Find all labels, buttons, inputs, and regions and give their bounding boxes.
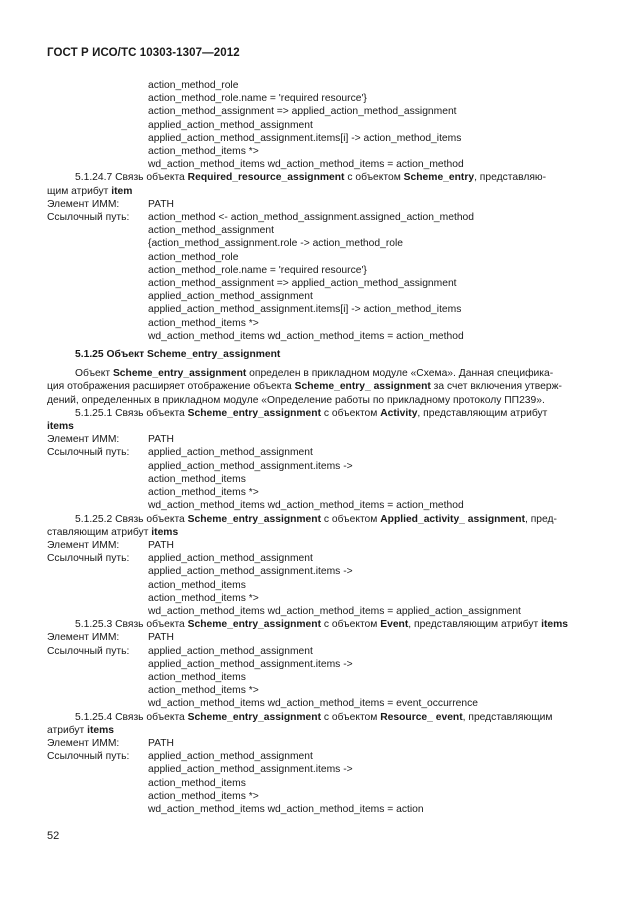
code-line: action_method_items *> (148, 685, 259, 697)
code-line: action_method_items (148, 777, 246, 789)
clause-heading: 5.1.25.3 Связь объекта Scheme_entry_assignment с объектом Event, представляющим атрибут items (75, 619, 568, 631)
clause-heading-cont: ставляющим атрибут items (47, 526, 179, 538)
section-paragraph (47, 367, 592, 407)
clause-heading-cont: атрибут items (47, 724, 114, 736)
clause-heading: 5.1.25.2 Связь объекта Scheme_entry_assignment с объектом Applied_activity_ assignment, пред- (75, 513, 557, 525)
code-line: action_method_items (148, 473, 246, 485)
code-line: applied_action_method_assignment (148, 119, 313, 131)
section-title: 5.1.25 Объект Scheme_entry_assignment (75, 349, 281, 361)
code-line: action_method_assignment (148, 225, 274, 237)
code-line: action_method_role (148, 80, 239, 91)
reference-path-row: Ссылочный путь: applied_action_method_assignment (47, 751, 313, 763)
reference-path-row: Ссылочный путь: applied_action_method_assignment (47, 553, 313, 565)
code-line: action_method_items (148, 579, 246, 591)
code-line: action_method_assignment => applied_action_method_assignment (148, 278, 457, 290)
page-content (47, 79, 592, 816)
code-line: action_method_items *> (148, 146, 259, 158)
clause-5-1-25-3 (47, 618, 592, 710)
code-line: applied_action_method_assignment.items -> (148, 460, 353, 472)
paragraph-line: ция отображения расширяет отображение объекта Scheme_entry_ assignment за счет включения утверж- (47, 381, 562, 393)
page-number: 52 (47, 830, 60, 842)
reference-path-row: Ссылочный путь: applied_action_method_assignment (47, 447, 313, 459)
code-line: applied_action_method_assignment.items -> (148, 658, 353, 670)
code-line: action_method_role.name = 'required resource'} (148, 264, 367, 276)
code-line: action_method_items *> (148, 592, 259, 604)
code-line: wd_action_method_items wd_action_method_items = action_method (148, 500, 464, 512)
code-block-continuation (47, 79, 592, 171)
clause-5-1-24-7 (47, 171, 592, 343)
code-line: action_method_role (148, 251, 239, 263)
code-line: action_method_items *> (148, 790, 259, 802)
aim-element-row: Элемент ИММ: PATH (47, 737, 174, 749)
clause-heading: 5.1.25.1 Связь объекта Scheme_entry_assignment с объектом Activity, представляющим атрибут (75, 407, 548, 419)
code-line: applied_action_method_assignment.items[i] -> action_method_items (148, 304, 462, 316)
aim-element-row: Элемент ИММ: PATH (47, 198, 174, 210)
code-line: applied_action_method_assignment.items -> (148, 566, 353, 578)
clause-heading-cont: items (47, 421, 74, 433)
reference-path-row: Ссылочный путь: applied_action_method_assignment (47, 645, 313, 657)
paragraph-line: Объект Scheme_entry_assignment определен в прикладном модуле «Схема». Данная специфика- (75, 368, 554, 380)
aim-element-row: Элемент ИММ: PATH (47, 539, 174, 551)
code-line: applied_action_method_assignment.items[i] -> action_method_items (148, 132, 462, 144)
code-line: action_method_items *> (148, 487, 259, 499)
clause-heading-cont: щим атрибут item (47, 185, 133, 197)
aim-element-row: Элемент ИММ: PATH (47, 632, 174, 644)
code-line: wd_action_method_items wd_action_method_items = applied_action_assignment (148, 605, 521, 617)
clause-5-1-25-1 (47, 407, 592, 513)
clause-5-1-25-2 (47, 513, 592, 619)
code-line: wd_action_method_items wd_action_method_items = action_method (148, 159, 464, 171)
clause-5-1-25-4 (47, 711, 592, 817)
code-line: wd_action_method_items wd_action_method_items = action (148, 803, 424, 815)
aim-element-row: Элемент ИММ: PATH (47, 434, 174, 446)
code-line: {action_method_assignment.role -> action_method_role (148, 238, 404, 250)
code-line: wd_action_method_items wd_action_method_items = event_occurrence (148, 698, 478, 710)
clause-heading: 5.1.25.4 Связь объекта Scheme_entry_assignment с объектом Resource_ event, представляющим (75, 711, 553, 723)
code-line: applied_action_method_assignment.items -> (148, 764, 353, 776)
code-line: action_method_role.name = 'required resource'} (148, 93, 367, 105)
code-line: action_method_items *> (148, 317, 259, 329)
code-line: applied_action_method_assignment (148, 291, 313, 303)
code-line: action_method_assignment => applied_action_method_assignment (148, 106, 457, 118)
paragraph-line: дений, определенных в прикладном модуле «Определение работы по прикладному протоколу ПП239». (47, 394, 545, 406)
clause-heading: 5.1.24.7 Связь объекта Required_resource_assignment с объектом Scheme_entry, представляю- (75, 172, 547, 184)
code-line: wd_action_method_items wd_action_method_items = action_method (148, 330, 464, 342)
code-line: action_method_items (148, 671, 246, 683)
document-header: ГОСТ Р ИСО/ТС 10303-1307—2012 (47, 47, 240, 59)
reference-path-row: Ссылочный путь: action_method <- action_method_assignment.assigned_action_method (47, 212, 474, 224)
